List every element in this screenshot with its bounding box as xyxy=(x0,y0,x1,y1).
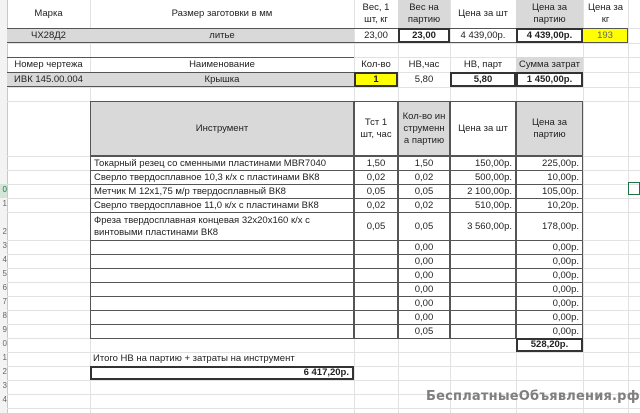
naim-value[interactable]: Крышка xyxy=(90,72,354,87)
tool-cena-partiya[interactable]: 0,00р. xyxy=(516,254,583,269)
ves-partiya-value[interactable]: 23,00 xyxy=(398,28,450,43)
tool-name[interactable] xyxy=(90,240,354,255)
marka-header: Марка xyxy=(34,8,63,19)
tool-tst[interactable]: 0,02 xyxy=(354,170,398,185)
tool-kolvo[interactable]: 0,05 xyxy=(398,324,450,339)
tool-tst[interactable]: 0,02 xyxy=(354,198,398,213)
summa-value[interactable]: 1 450,00р. xyxy=(516,72,583,87)
tool-name[interactable]: Сверло твердосплавное 10,3 к/х с пластинами ВК8 xyxy=(90,170,354,185)
watermark-text: БесплатныеОбъявления.рф xyxy=(426,389,640,404)
gridline xyxy=(7,408,640,409)
tool-name[interactable] xyxy=(90,254,354,269)
row-number[interactable]: 3 xyxy=(2,381,7,390)
instrument-header: Инструмент xyxy=(90,101,354,156)
tst-header: Тст 1 шт, час xyxy=(354,101,398,156)
tool-cena-sht[interactable]: 500,00р. xyxy=(450,170,516,185)
nv-chas-header: НВ,час xyxy=(408,58,440,70)
tool-cena-sht[interactable] xyxy=(450,254,516,269)
tool-cena-partiya[interactable]: 0,00р. xyxy=(516,240,583,255)
tool-name[interactable] xyxy=(90,282,354,297)
tool-name[interactable] xyxy=(90,268,354,283)
row-number[interactable]: 1 xyxy=(2,199,7,208)
tool-cena-sht[interactable]: 150,00р. xyxy=(450,156,516,171)
tool-cena-sht-header: Цена за шт xyxy=(450,101,516,156)
gridline xyxy=(7,43,640,44)
tool-kolvo[interactable]: 0,00 xyxy=(398,268,450,283)
tool-kolvo[interactable]: 1,50 xyxy=(398,156,450,171)
tool-tst[interactable] xyxy=(354,324,398,339)
tool-cena-partiya[interactable]: 10,20р. xyxy=(516,198,583,213)
nv-part-value[interactable]: 5,80 xyxy=(450,72,516,87)
nomer-header: Номер чертежа xyxy=(7,57,90,72)
ves1-header: Вес, 1 шт, кг xyxy=(362,2,390,25)
tool-kolvo[interactable]: 0,00 xyxy=(398,254,450,269)
razmer-value[interactable]: литье xyxy=(90,28,354,43)
tool-name[interactable] xyxy=(90,324,354,339)
tool-cena-sht[interactable] xyxy=(450,310,516,325)
tool-cena-sht[interactable] xyxy=(450,240,516,255)
tool-tst[interactable] xyxy=(354,254,398,269)
cena-sht-value[interactable]: 4 439,00р. xyxy=(450,28,516,43)
active-cell-cursor[interactable] xyxy=(628,182,640,195)
tool-kolvo[interactable]: 0,05 xyxy=(398,184,450,199)
row-number[interactable]: 0 xyxy=(2,339,7,348)
tool-kolvo[interactable]: 0,00 xyxy=(398,310,450,325)
kolvo-instr-header: Кол-во инструменна партию xyxy=(398,101,450,156)
tool-tst[interactable]: 0,05 xyxy=(354,212,398,241)
tool-tst[interactable]: 1,50 xyxy=(354,156,398,171)
tool-cena-sht[interactable]: 510,00р. xyxy=(450,198,516,213)
row-number[interactable]: 2 xyxy=(2,367,7,376)
tool-cena-partiya[interactable]: 225,00р. xyxy=(516,156,583,171)
tool-tst[interactable] xyxy=(354,282,398,297)
tool-cena-sht[interactable]: 3 560,00р. xyxy=(450,212,516,241)
kolvo-value[interactable]: 1 xyxy=(354,72,398,87)
tools-total[interactable]: 528,20р. xyxy=(516,338,583,352)
marka-value[interactable]: ЧХ28Д2 xyxy=(7,28,90,43)
tool-name[interactable]: Сверло твердосплавное 11,0 к/х с пластинами ВК8 xyxy=(90,198,354,213)
ves1-value[interactable]: 23,00 xyxy=(354,28,398,43)
cena-sht-header: Цена за шт xyxy=(458,8,508,19)
itogo-label: Итого НВ на партию + затраты на инструмент xyxy=(93,353,295,364)
row-number[interactable]: 3 xyxy=(2,241,7,250)
tool-cena-partiya[interactable]: 178,00р. xyxy=(516,212,583,241)
tool-tst[interactable] xyxy=(354,296,398,311)
row-number[interactable]: 6 xyxy=(2,283,7,292)
tool-tst[interactable] xyxy=(354,268,398,283)
tool-kolvo[interactable]: 0,02 xyxy=(398,198,450,213)
row-number[interactable]: 9 xyxy=(2,325,7,334)
row-number[interactable]: 0 xyxy=(0,184,7,198)
tool-cena-sht[interactable] xyxy=(450,268,516,283)
tool-cena-partiya-header: Цена за партию xyxy=(516,101,583,156)
cena-partiya-header: Цена за партию xyxy=(516,0,583,28)
tool-kolvo[interactable]: 0,00 xyxy=(398,296,450,311)
row-number[interactable]: 1 xyxy=(2,353,7,362)
tool-cena-sht[interactable]: 2 100,00р. xyxy=(450,184,516,199)
cena-kg-value[interactable]: 193 xyxy=(583,28,628,43)
ves-partiya-header: Вес на партию xyxy=(398,0,450,28)
tool-name[interactable]: Фреза твердосплавная концевая 32х20х160 к/х с винтовыми пластинами ВК8 xyxy=(90,212,354,241)
tool-name[interactable] xyxy=(90,296,354,311)
row-number[interactable]: 7 xyxy=(2,297,7,306)
nv-chas-value[interactable]: 5,80 xyxy=(414,73,434,85)
tool-kolvo[interactable]: 0,02 xyxy=(398,170,450,185)
kolvo-header: Кол-во xyxy=(361,58,391,70)
gridline xyxy=(7,380,640,381)
nomer-value[interactable]: ИВК 145.00.004 xyxy=(7,72,90,87)
tool-name[interactable] xyxy=(90,310,354,325)
row-number[interactable]: 5 xyxy=(2,269,7,278)
tool-name[interactable]: Метчик М 12х1,75 м/р твердосплавный ВК8 xyxy=(90,184,354,199)
tool-cena-partiya[interactable]: 0,00р. xyxy=(516,296,583,311)
tool-tst[interactable] xyxy=(354,310,398,325)
row-number[interactable]: 4 xyxy=(2,395,7,404)
tool-tst[interactable]: 0,05 xyxy=(354,184,398,199)
razmer-header: Размер заготовки в мм xyxy=(171,8,273,19)
gridline xyxy=(7,87,640,88)
tool-cena-sht[interactable] xyxy=(450,324,516,339)
row-number[interactable]: 2 xyxy=(2,227,7,236)
tool-cena-partiya[interactable]: 0,00р. xyxy=(516,324,583,339)
tool-cena-sht[interactable] xyxy=(450,296,516,311)
tool-kolvo[interactable]: 0,00 xyxy=(398,282,450,297)
tool-cena-partiya[interactable]: 10,00р. xyxy=(516,170,583,185)
tool-kolvo[interactable]: 0,00 xyxy=(398,240,450,255)
row-number[interactable]: 8 xyxy=(2,311,7,320)
itogo-value[interactable]: 6 417,20р. xyxy=(90,366,354,380)
summa-header: Сумма затрат xyxy=(516,57,583,72)
cena-kg-header: Цена за кг xyxy=(587,2,624,25)
nv-part-header: НВ, парт xyxy=(463,58,503,70)
cena-partiya-value[interactable]: 4 439,00р. xyxy=(516,28,583,43)
tool-kolvo[interactable]: 0,05 xyxy=(398,212,450,241)
row-number[interactable]: 4 xyxy=(2,255,7,264)
tool-name[interactable]: Токарный резец со сменными пластинами MBR7040 xyxy=(90,156,354,171)
naim-header: Наименование xyxy=(90,57,354,72)
tool-cena-partiya[interactable]: 0,00р. xyxy=(516,268,583,283)
tool-tst[interactable] xyxy=(354,240,398,255)
tool-cena-sht[interactable] xyxy=(450,282,516,297)
tool-cena-partiya[interactable]: 105,00р. xyxy=(516,184,583,199)
tool-cena-partiya[interactable]: 0,00р. xyxy=(516,310,583,325)
tool-cena-partiya[interactable]: 0,00р. xyxy=(516,282,583,297)
